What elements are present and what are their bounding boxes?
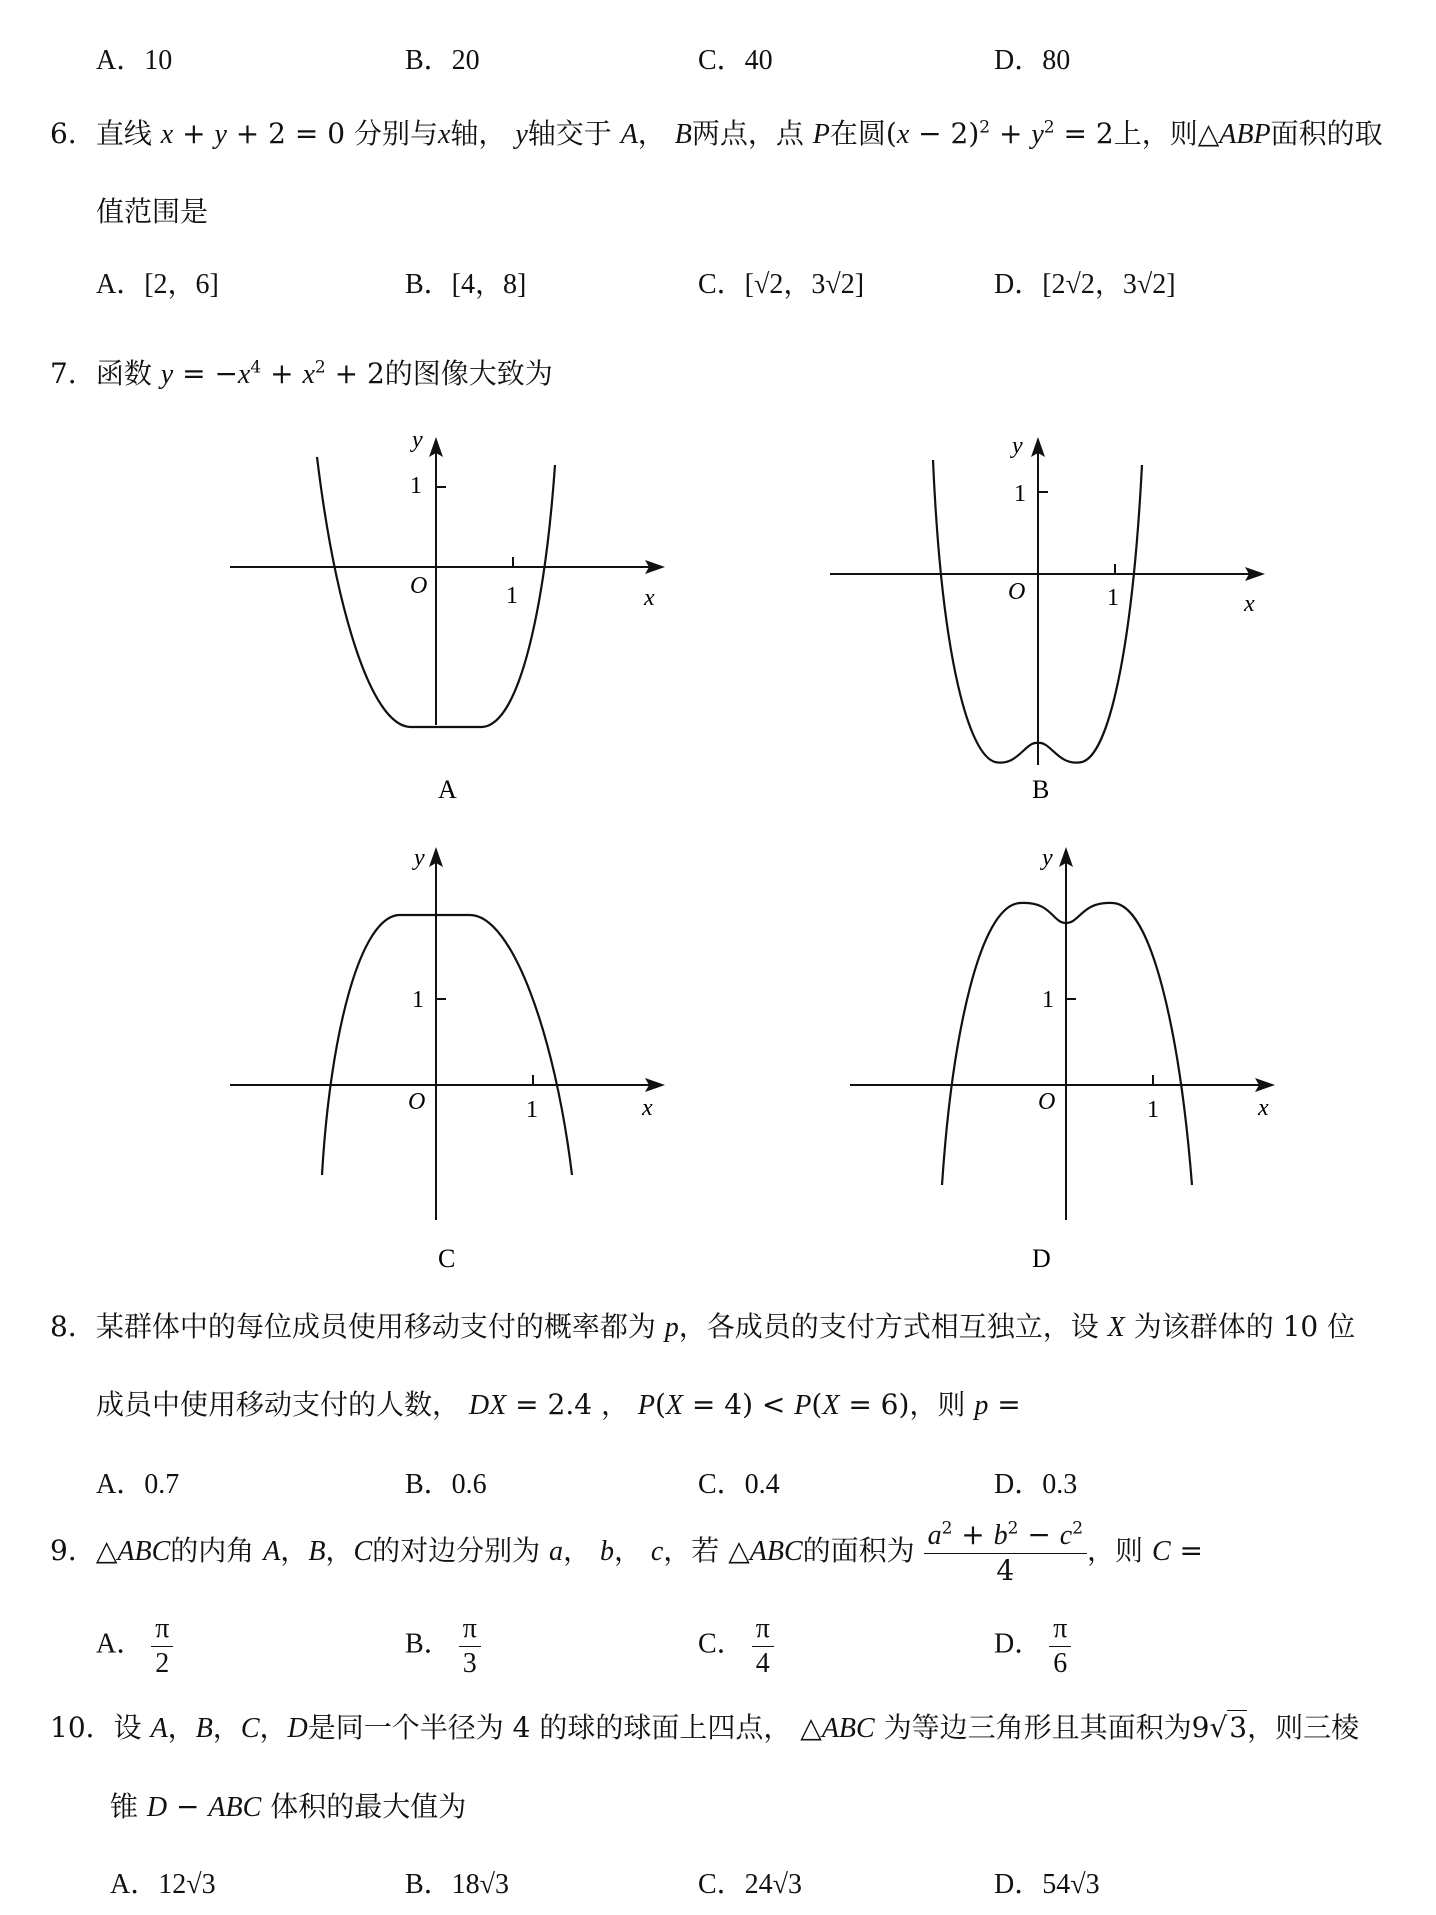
q10-option-c: C．24√3 [698, 1869, 803, 1900]
q8-option-b: B．0.6 [405, 1469, 487, 1500]
x-label: x [644, 585, 655, 611]
y-tick-label: 1 [1042, 987, 1054, 1013]
q9-option-b: B． $\frac{\pi}{3}$ [405, 1612, 481, 1680]
q8-option-a: A．0.7 [96, 1469, 180, 1500]
graph-a [220, 425, 680, 805]
q10-option-b: B．18√3 [405, 1869, 510, 1900]
x-tick-label: 1 [1107, 585, 1119, 611]
origin-label: O [410, 573, 428, 599]
curve [322, 915, 572, 1175]
q5-option-c: C．40 [698, 45, 773, 76]
graph-label-d: D [1032, 1244, 1051, 1273]
q6-option-c: C．[√2，3√2] [698, 269, 865, 300]
q5-option-d: D．80 [994, 45, 1071, 76]
q5-option-b: B．20 [405, 45, 480, 76]
q6-line2: 值范围是 [96, 195, 209, 228]
y-label: y [414, 845, 425, 871]
y-tick-label: 1 [410, 473, 422, 499]
q6-option-b: B．[4，8] [405, 269, 527, 300]
q6-option-a: A．[2，6] [96, 269, 219, 300]
q7-stem: 7．函数 $y = -x^4 + x^2 + 2$的图像大致为 [50, 357, 553, 390]
q5-option-a: A．10 [96, 45, 173, 76]
q10-option-d: D．54√3 [994, 1869, 1100, 1900]
q10-line1: 10．设 A，B，C，D是同一个半径为 4 的球的球面上四点， △ABC 为等边三角形且其面积为9√3，则三棱 [50, 1711, 1360, 1744]
q8-line2: 成员中使用移动支付的人数， DX = 2.4 ， P(X = 4) < P(X = 6)，则 p = [96, 1388, 1021, 1421]
graph-label-c: C [438, 1244, 456, 1273]
origin-label: O [1038, 1089, 1056, 1115]
graph-c [220, 835, 680, 1275]
q6-line1: 6．直线 x + y + 2 = 0 分别与x轴， y轴交于 A， B两点，点 P在圆$(x - 2)^2 + y^2 = 2$上，则△ABP面积的取 [50, 117, 1383, 150]
y-tick-label: 1 [412, 987, 424, 1013]
q8-line1: 8．某群体中的每位成员使用移动支付的概率都为 p，各成员的支付方式相互独立，设 X 为该群体的 10 位 [50, 1310, 1356, 1343]
origin-label: O [408, 1089, 426, 1115]
y-label: y [1042, 845, 1053, 871]
y-tick-label: 1 [1014, 481, 1026, 507]
q10-option-a: A．12√3 [110, 1869, 216, 1900]
q6-option-d: D．[2√2，3√2] [994, 269, 1176, 300]
origin-label: O [1008, 579, 1026, 605]
q8-option-d: D．0.3 [994, 1469, 1078, 1500]
area-fraction: $\frac{a^2 + b^2 - c^2}{4}$ [924, 1518, 1087, 1587]
q8-option-c: C．0.4 [698, 1469, 780, 1500]
graph-b [820, 425, 1280, 805]
q9-option-c: C． $\frac{\pi}{4}$ [698, 1612, 774, 1680]
x-label: x [642, 1095, 653, 1121]
q9-stem: 9．△ABC的内角 A，B，C的对边分别为 a， b， c，若 △ABC的面积为 $\frac{a^2 + b^2 - c^2}{4}$ ，则 C = [50, 1518, 1203, 1587]
y-label: y [1012, 433, 1023, 459]
x-tick-label: 1 [506, 583, 518, 609]
q10-line2: 锥 D − ABC 体积的最大值为 [110, 1790, 467, 1823]
graph-d [830, 835, 1290, 1275]
graph-label-a: A [438, 775, 457, 804]
q9-option-a: A． $\frac{\pi}{2}$ [96, 1612, 173, 1680]
y-label: y [412, 427, 423, 453]
x-tick-label: 1 [1147, 1097, 1159, 1123]
q9-option-d: D． $\frac{\pi}{6}$ [994, 1612, 1071, 1680]
x-label: x [1244, 591, 1255, 617]
x-label: x [1258, 1095, 1269, 1121]
graph-label-b: B [1032, 775, 1050, 804]
x-tick-label: 1 [526, 1097, 538, 1123]
